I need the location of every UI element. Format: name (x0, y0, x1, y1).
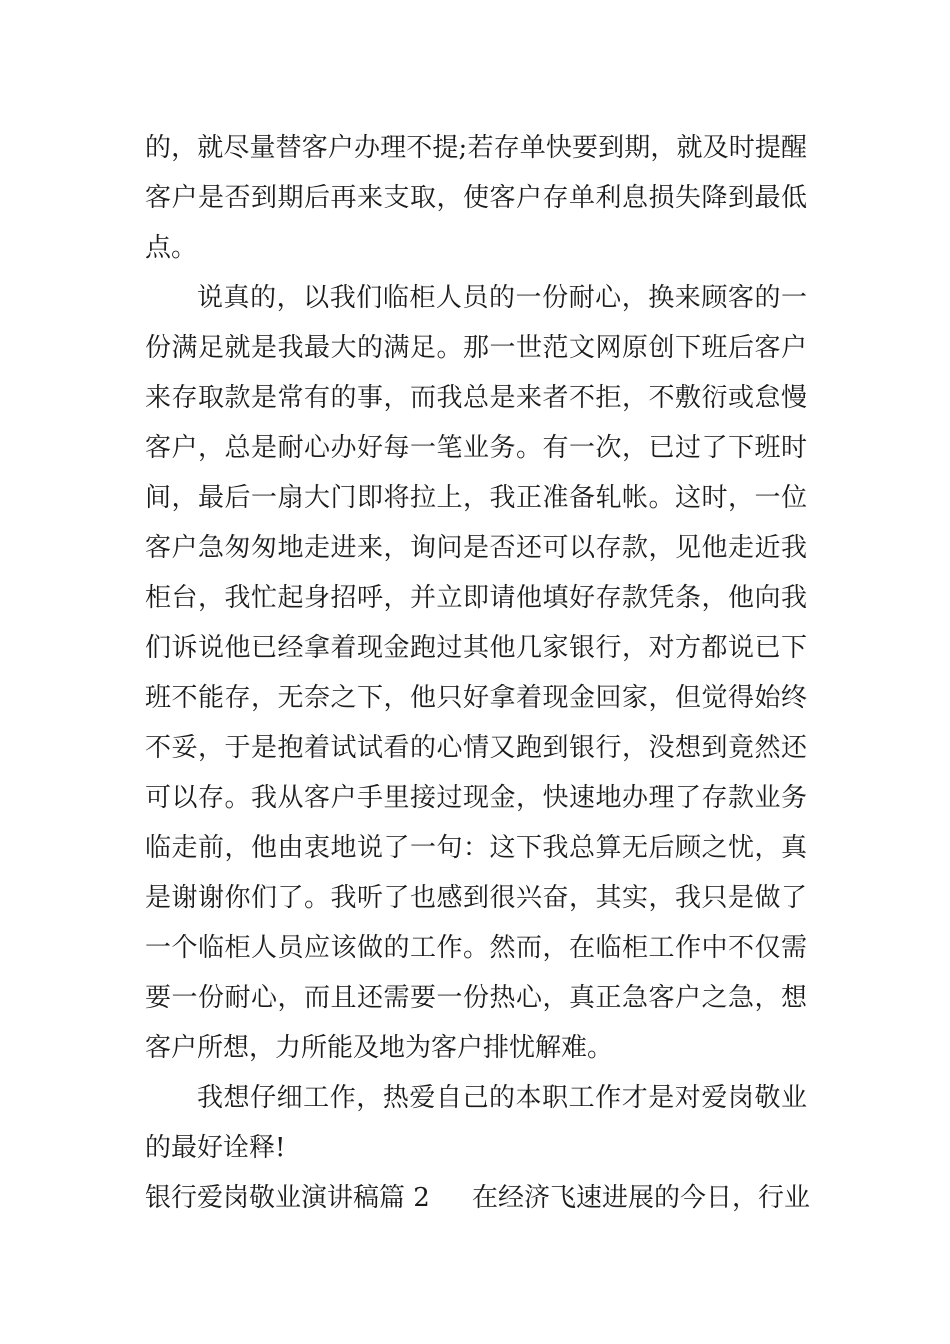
text-line: 一个临柜人员应该做的工作。然而，在临柜工作中不仅需 (145, 933, 807, 963)
text-line: 的最好诠释! (145, 1133, 286, 1163)
text-line: 间，最后一扇大门即将拉上，我正准备轧帐。这时，一位 (145, 483, 807, 513)
text-line: 们诉说他已经拿着现金跑过其他几家银行，对方都说已下 (145, 633, 807, 663)
text-line: 可以存。我从客户手里接过现金，快速地办理了存款业务 (145, 783, 807, 813)
section-heading: 银行爱岗敬业演讲稿篇 2 (145, 1183, 430, 1213)
section-heading-row (145, 1180, 811, 1216)
text-line: 来存取款是常有的事，而我总是来者不拒，不敷衍或怠慢 (145, 383, 807, 413)
text-line: 班不能存，无奈之下，他只好拿着现金回家，但觉得始终 (145, 683, 807, 713)
section-intro-text: 在经济飞速进展的今日，行业 (472, 1183, 811, 1213)
text-line: 不妥，于是抱着试试看的心情又跑到银行，没想到竟然还 (145, 733, 807, 763)
text-line: 客户，总是耐心办好每一笔业务。有一次，已过了下班时 (145, 433, 807, 463)
text-line: 要一份耐心，而且还需要一份热心，真正急客户之急，想 (145, 983, 807, 1013)
text-line: 点。 (145, 233, 198, 263)
text-line: 客户急匆匆地走进来，询问是否还可以存款，见他走近我 (145, 533, 807, 563)
text-line: 的，就尽量替客户办理不提;若存单快要到期，就及时提醒 (145, 133, 807, 163)
text-line: 份满足就是我最大的满足。那一世范文网原创下班后客户 (145, 333, 807, 363)
text-line: 是谢谢你们了。我听了也感到很兴奋，其实，我只是做了 (145, 883, 807, 913)
paragraph-first-line: 说真的，以我们临柜人员的一份耐心，换来顾客的一 (197, 283, 807, 313)
text-line: 客户所想，力所能及地为客户排忧解难。 (145, 1033, 614, 1063)
paragraph-first-line: 我想仔细工作，热爱自己的本职工作才是对爱岗敬业 (197, 1083, 807, 1113)
text-line: 客户是否到期后再来支取，使客户存单利息损失降到最低 (145, 183, 807, 213)
text-line: 临走前，他由衷地说了一句：这下我总算无后顾之忧，真 (145, 833, 807, 863)
text-line: 柜台，我忙起身招呼，并立即请他填好存款凭条，他向我 (145, 583, 807, 613)
